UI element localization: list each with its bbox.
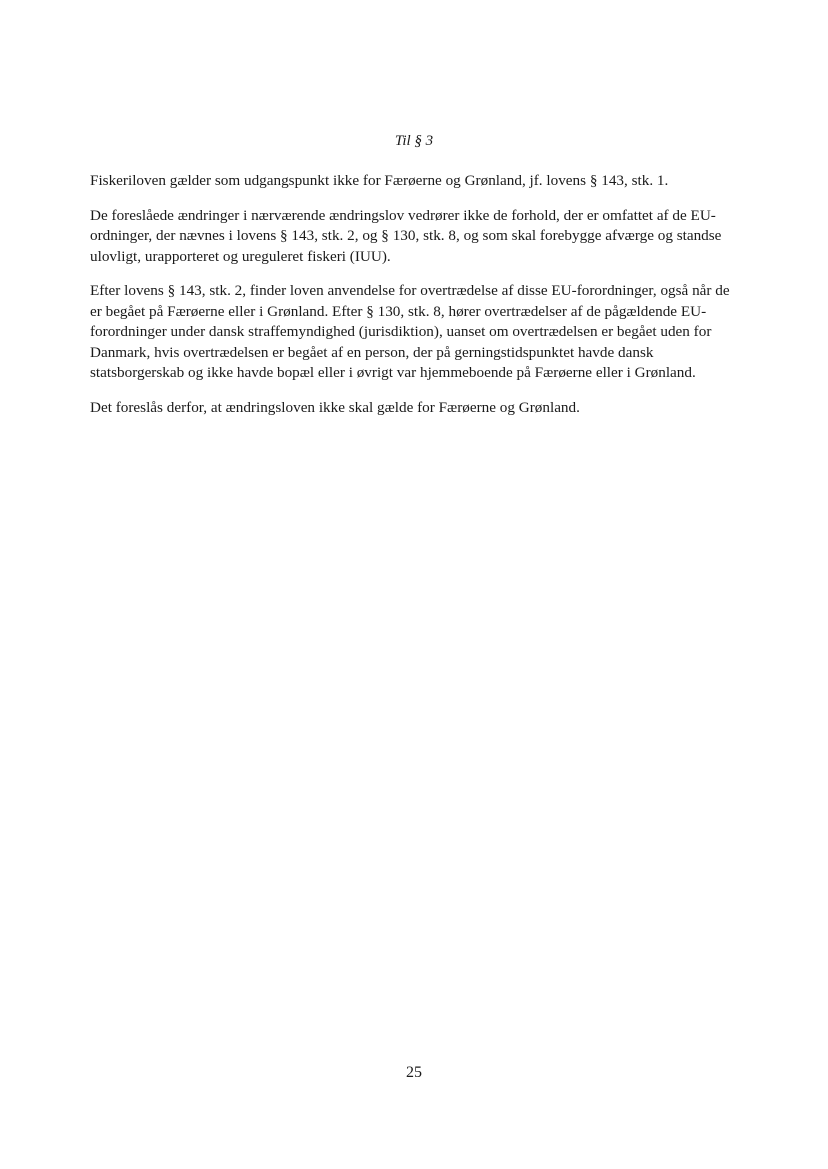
document-body [90, 171, 742, 432]
paragraph-3: Efter lovens § 143, stk. 2, finder loven anvendelse for overtrædelse af disse EU-forordninger, også når de er begået på Færøerne eller i Grønland. Efter § 130, stk. 8, hører overtrædelser af de pågældende EU-forordninger under dansk straffemyndighed (jurisdiktion), uanset om overtrædelsen er begået uden for Danmark, hvis overtrædelsen er begået af en person, der på gerningstidspunktet havde dansk statsborgerskab og ikke havde bopæl eller i øvrigt var hjemmeboende på Færøerne eller i Grønland. [90, 282, 730, 381]
section-heading: Til § 3 [394, 133, 434, 149]
paragraph-4: Det foreslås derfor, at ændringsloven ikke skal gælde for Færøerne og Grønland. [90, 398, 580, 416]
page-number: 25 [406, 1064, 422, 1081]
paragraph-1: Fiskeriloven gælder som udgangspunkt ikke for Færøerne og Grønland, jf. lovens § 143, stk. 1. [90, 172, 669, 189]
paragraph-2: De foreslåede ændringer i nærværende ændringslov vedrører ikke de forhold, der er omfattet af de EU-ordninger, der nævnes i lovens § 143, stk. 2, og § 130, stk. 8, og som skal forebygge afværge og standse ulovligt, urapporteret og ureguleret fiskeri (IUU). [90, 206, 722, 265]
